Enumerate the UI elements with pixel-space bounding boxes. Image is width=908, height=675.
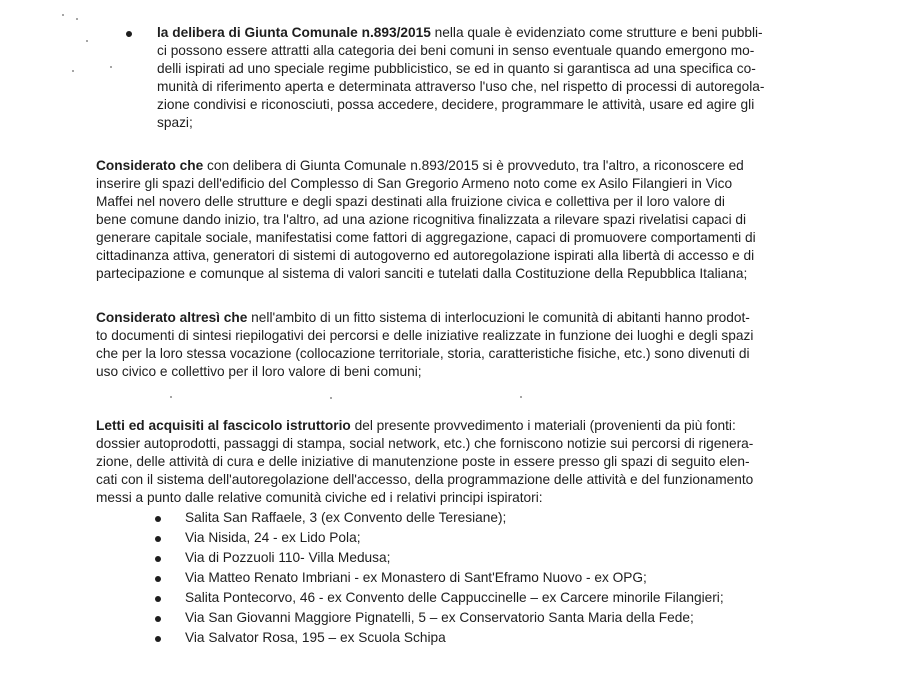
considerato-altresi-line-1: [96, 309, 750, 327]
scan-speck: [86, 40, 88, 42]
bullet-dot: [155, 616, 161, 622]
considerato-che-text: con delibera di Giunta Comunale n.893/2015 si è provveduto, tra l'altro, a riconoscere ed: [203, 158, 744, 173]
intro-bullet-line-1: [157, 24, 763, 42]
bullet-dot: [155, 576, 161, 582]
bullet-dot: [155, 516, 161, 522]
intro-bullet-line-4: munità di riferimento aperta e determinata attraverso l'uso che, nel rispetto di processi di autoregola-: [157, 79, 765, 94]
scan-speck: [170, 396, 172, 398]
bullet-dot: [155, 556, 161, 562]
considerato-altresi-text: nell'ambito di un fitto sistema di interlocuzioni le comunità di abitanti hanno prodot-: [247, 310, 750, 325]
bullet-dot: [126, 31, 132, 37]
considerato-che-line-6: cittadinanza attiva, generatori di sistemi di autogoverno ed autoregolazione ispirati alla libertà di accesso e di: [96, 248, 755, 263]
scan-speck: [72, 70, 74, 72]
considerato-che-line-1: [96, 157, 744, 175]
intro-bullet-bold: la delibera di Giunta Comunale n.893/2015: [157, 25, 431, 40]
intro-bullet-text: nella quale è evidenziato come strutture e beni pubbli-: [430, 25, 763, 40]
scan-speck: [330, 397, 332, 399]
considerato-che-line-4: bene comune dando inizio, tra l'altro, ad una azione ricognitiva finalizzata a rilevare spazi rivelatisi capaci di: [96, 212, 747, 227]
intro-bullet-line-3: delli ispirati ad uno speciale regime pubblicistico, se ed in quanto si garantisca ad una specifica co-: [157, 61, 756, 76]
bullet-dot: [155, 596, 161, 602]
scan-speck: [520, 396, 522, 398]
place-item-2: Via Nisida, 24 - ex Lido Pola;: [185, 530, 361, 545]
considerato-che-line-3: Maffei nel novero delle strutture e degli spazi destinati alla fruizione civica e collettiva per il loro valore di: [96, 194, 725, 209]
considerato-altresi-line-4: uso civico e collettivo per il loro valore di beni comuni;: [96, 364, 422, 379]
intro-bullet-line-5: zione condivisi e riconosciuti, possa accedere, decidere, programmare le attività, usare ed agire gli: [157, 97, 755, 112]
bullet-dot: [155, 536, 161, 542]
considerato-altresi-line-3: che per la loro stessa vocazione (collocazione territoriale, storia, caratteristiche fisiche, etc.) sono divenuti di: [96, 346, 750, 361]
place-item-1: Salita San Raffaele, 3 (ex Convento delle Teresiane);: [185, 510, 507, 525]
scan-speck: [76, 18, 78, 20]
considerato-che-bold: Considerato che: [96, 158, 204, 173]
considerato-altresi-line-2: to documenti di sintesi riepilogativi dei percorsi e delle iniziative realizzate in funzione dei luoghi e degli spazi: [96, 328, 754, 343]
letti-acquisiti-line-4: cati con il sistema dell'autoregolazione dell'accesso, della programmazione delle attività e del funzionamento: [96, 472, 754, 487]
place-item-4: Via Matteo Renato Imbriani - ex Monastero di Sant'Eframo Nuovo - ex OPG;: [185, 570, 647, 585]
considerato-che-line-2: inserire gli spazi dell'edificio del Complesso di San Gregorio Armeno noto come ex Asilo Filangieri in Vico: [96, 176, 733, 191]
letti-acquisiti-line-1: [96, 417, 736, 435]
place-item-6: Via San Giovanni Maggiore Pignatelli, 5 – ex Conservatorio Santa Maria della Fede;: [185, 610, 694, 625]
considerato-altresi-bold: Considerato altresì che: [96, 310, 248, 325]
letti-acquisiti-bold: Letti ed acquisiti al fascicolo istruttorio: [96, 418, 351, 433]
scan-speck: [110, 66, 112, 68]
scan-speck: [62, 14, 64, 16]
bullet-dot: [155, 636, 161, 642]
considerato-che-line-5: generare capitale sociale, manifestatisi come fattori di aggregazione, capaci di promuovere comportamenti di: [96, 230, 756, 245]
place-item-3: Via di Pozzuoli 110- Villa Medusa;: [185, 550, 391, 565]
place-item-7: Via Salvator Rosa, 195 – ex Scuola Schipa: [185, 630, 446, 645]
intro-bullet-line-2: ci possono essere attratti alla categoria dei beni comuni in senso eventuale quando emergono mo-: [157, 43, 755, 58]
intro-bullet-line-6: spazi;: [157, 115, 193, 130]
letti-acquisiti-line-5: messi a punto dalle relative comunità civiche ed i relativi principi ispiratori:: [96, 490, 543, 505]
place-item-5: Salita Pontecorvo, 46 - ex Convento delle Cappuccinelle – ex Carcere minorile Filangieri;: [185, 590, 724, 605]
letti-acquisiti-text: del presente provvedimento i materiali (provenienti da più fonti:: [350, 418, 736, 433]
letti-acquisiti-line-2: dossier autoprodotti, passaggi di stampa, social network, etc.) che forniscono notizie sui percorsi di rigenera-: [96, 436, 754, 451]
considerato-che-line-7: partecipazione e comunque al sistema di valori sanciti e tutelati dalla Costituzione della Repubblica Italiana;: [96, 266, 748, 281]
letti-acquisiti-line-3: zione, delle attività di cura e delle iniziative di manutenzione poste in essere presso gli spazi di seguito elen-: [96, 454, 750, 469]
